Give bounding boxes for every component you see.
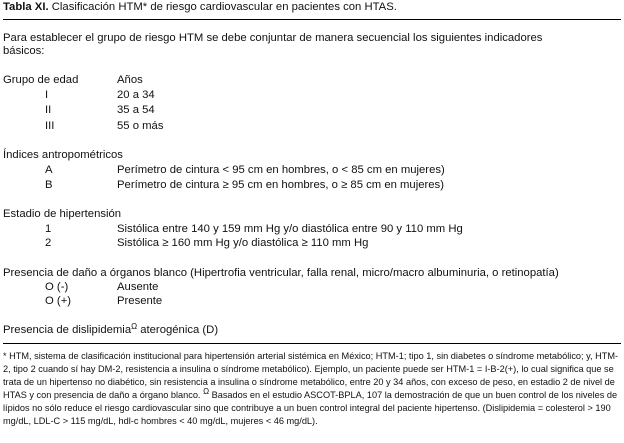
age-code-1: I: [45, 89, 49, 101]
age-code-2: II: [45, 104, 52, 116]
dyslipidemia-suffix: aterogénica (D): [137, 324, 219, 336]
table-title: [3, 1, 397, 14]
organ-damage-code-neg: O (-): [45, 281, 69, 293]
footnote-omega-mark: Ω: [203, 387, 210, 397]
intro-line-2: básicos:: [3, 45, 45, 57]
footnote-part-2: Basados en el estudio ASCOT-BPLA, 107 la demostración de que un buen control de los niveles de lípidos no sólo reduce el riesgo cardiovascular sino que contribuye a un buen control integral del paciente hipertenso. (Dislipidemia = colesterol > 190 mg/dL, LDL-C > 115 mg/dL, hdl-c hombres < 40 mg/dL, mujeres < 46 mg/dL).: [3, 390, 618, 427]
footnote-part-1: * HTM, sistema de clasificación institucional para hipertensión arterial sistémica en México; HTM-1; tipo 1, sin diabetes o síndrome metabólico; y, HTM-2, tipo 2 cuando sí hay DM-2, resistencia a insulina o síndrome metabólico). Ejemplo, un paciente puede ser HTM-1 = I-B-2(+), lo cual significa que se trata de un hipertenso no diabético, sin resistencia a insulina o síndrome metabólico, entre 20 y 34 años, con exceso de peso, en estadio 2 de nivel de HTAS y con presencia de daño a órgano blanco.: [3, 351, 619, 401]
anthro-value-b: Perímetro de cintura ≥ 95 cm en hombres, o ≥ 85 cm en mujeres): [117, 179, 444, 191]
title-rule: [3, 19, 621, 20]
hypertension-code-2: 2: [45, 237, 52, 249]
table-label: Tabla XI.: [3, 1, 49, 13]
footnote-rule: [3, 343, 621, 344]
footnote: [3, 350, 621, 429]
age-value-2: 35 a 54: [117, 104, 155, 116]
organ-damage-code-pos: O (+): [45, 295, 72, 307]
table-caption: Clasificación HTM* de riesgo cardiovascular en pacientes con HTAS.: [51, 1, 397, 13]
omega-mark: Ω: [131, 322, 138, 331]
age-heading: Grupo de edad: [3, 74, 79, 86]
hypertension-heading: Estadio de hipertensión: [3, 208, 122, 220]
anthro-code-b: B: [45, 179, 53, 191]
dyslipidemia-line: [3, 324, 218, 337]
age-col-heading: Años: [117, 74, 143, 86]
organ-damage-value-pos: Presente: [117, 295, 163, 307]
hypertension-value-1: Sistólica entre 140 y 159 mm Hg y/o diastólica entre 90 y 110 mm Hg: [117, 223, 463, 235]
organ-damage-heading: Presencia de daño a órganos blanco (Hipertrofia ventricular, falla renal, micro/macro albuminuria, o retinopatía): [3, 267, 559, 279]
age-code-3: III: [45, 120, 55, 132]
anthro-heading: Índices antropométricos: [3, 149, 123, 161]
hypertension-code-1: 1: [45, 223, 52, 235]
hypertension-value-2: Sistólica ≥ 160 mm Hg y/o diastólica ≥ 110 mm Hg: [117, 237, 369, 249]
intro-line-1: Para establecer el grupo de riesgo HTM se debe conjuntar de manera secuencial los siguientes indicadores: [3, 32, 543, 44]
anthro-value-a: Perímetro de cintura < 95 cm en hombres, o < 85 cm en mujeres): [117, 164, 445, 176]
organ-damage-value-neg: Ausente: [117, 281, 159, 293]
anthro-code-a: A: [45, 164, 53, 176]
age-value-1: 20 a 34: [117, 89, 155, 101]
age-value-3: 55 o más: [117, 120, 164, 132]
dyslipidemia-prefix: Presencia de dislipidemia: [3, 324, 132, 336]
